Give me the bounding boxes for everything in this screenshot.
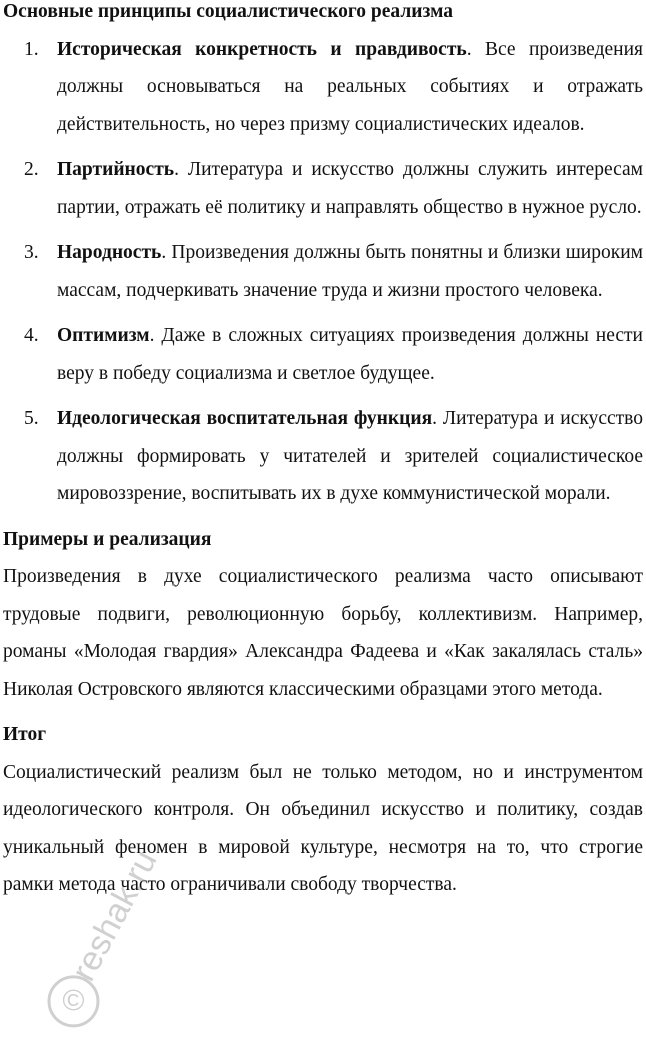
watermark-text: reshak.ru	[64, 844, 165, 988]
item-title: Партийность	[57, 159, 175, 180]
examples-paragraph: Произведения в духе социалистического реализма часто описывают трудовые подвиги, революционную борьбу, коллективизм. Например, романы «Молодая гвардия» Александра Фадеева и «Как закалялась сталь» Николая Островского являются классическими образцами этого метода.	[3, 566, 643, 700]
item-number: 1.	[24, 38, 39, 60]
item-number: 2.	[24, 159, 39, 180]
item-number: 5.	[24, 408, 39, 429]
item-text: . Литература и искусство должны служить интересам партии, отражать её политику и направлять общество в нужное русло.	[57, 159, 643, 218]
item-text: . Произведения должны быть понятны и близки широким массам, подчеркивать значение труда и жизни простого человека.	[57, 242, 643, 301]
item-number: 3.	[24, 242, 39, 263]
heading-examples: Примеры и реализация	[3, 528, 212, 550]
item-text: . Даже в сложных ситуациях произведения должны нести веру в победу социализма и светлое будущее.	[57, 325, 643, 384]
list-item	[3, 317, 643, 392]
heading-principles: Основные принципы социалистического реализма	[3, 1, 453, 22]
item-title: Народность	[57, 242, 162, 263]
list-item	[3, 31, 643, 144]
heading-summary: Итог	[3, 724, 47, 745]
item-text: . Литература и искусство должны формировать у читателей и зрителей социалистическое мировоззрение, воспитывать их в духе коммунистической морали.	[57, 408, 643, 504]
item-title: Идеологическая воспитательная функция	[57, 408, 433, 429]
item-title: Историческая конкретность и правдивость	[57, 38, 467, 60]
list-item	[3, 234, 643, 309]
list-item	[3, 400, 643, 513]
item-text: . Все произведения должны основываться на реальных событиях и отражать действительность, но через призму социалистических идеалов.	[57, 38, 643, 135]
copyright-icon: ©	[47, 975, 99, 1027]
principles-list	[3, 31, 643, 513]
list-item	[3, 151, 643, 226]
summary-paragraph: Социалистический реализм был не только методом, но и инструментом идеологического контроля. Он объединил искусство и политику, создав уникальный феномен в мировой культуре, несмотря на то, что строгие рамки метода часто ограничивали свободу творчества.	[3, 761, 643, 895]
document	[3, 0, 643, 912]
item-title: Оптимизм	[57, 325, 150, 346]
item-number: 4.	[24, 325, 39, 346]
